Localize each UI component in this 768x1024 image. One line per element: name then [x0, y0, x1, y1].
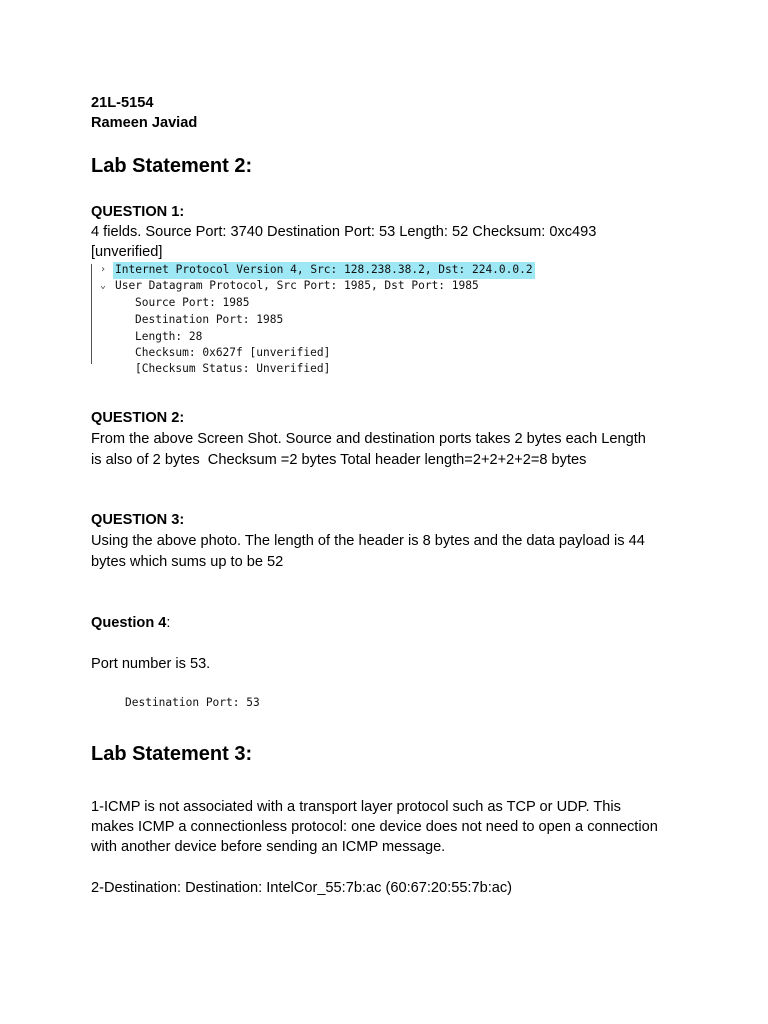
- udp-field-checksum-status: [Checksum Status: Unverified]: [135, 362, 331, 375]
- chevron-right-icon: ›: [99, 264, 107, 275]
- lab-3-para-1-line-3: with another device before sending an ICMP message.: [91, 839, 446, 855]
- lab-statement-3-heading: Lab Statement 3:: [91, 743, 253, 765]
- question-4-heading: [91, 613, 170, 634]
- question-3-label: QUESTION 3:: [91, 512, 185, 528]
- author-name: Rameen Javiad: [91, 115, 198, 131]
- tree-guide-line: [91, 264, 92, 364]
- question-2-label: QUESTION 2:: [91, 410, 185, 426]
- chevron-down-icon: ⌄: [99, 280, 107, 291]
- lab-3-para-1-line-1: 1-ICMP is not associated with a transport layer protocol such as TCP or UDP. This: [91, 799, 621, 815]
- udp-field-checksum: Checksum: 0x627f [unverified]: [135, 346, 331, 359]
- lab-3-para-2: 2-Destination: Destination: IntelCor_55:7b:ac (60:67:20:55:7b:ac): [91, 880, 513, 896]
- question-1-answer-line-2: [unverified]: [91, 244, 163, 260]
- roll-number: 21L-5154: [91, 95, 154, 111]
- udp-field-source-port: Source Port: 1985: [135, 296, 250, 309]
- question-2-answer-line-2: is also of 2 bytes Checksum =2 bytes Total header length=2+2+2+2=8 bytes: [91, 452, 587, 468]
- lab-3-para-1-line-2: makes ICMP a connectionless protocol: one device does not need to open a connection: [91, 819, 658, 835]
- question-1-answer-line-1: 4 fields. Source Port: 3740 Destination Port: 53 Length: 52 Checksum: 0xc493: [91, 224, 597, 240]
- question-1-label: QUESTION 1:: [91, 204, 185, 220]
- question-4-answer: Port number is 53.: [91, 656, 211, 672]
- question-2-answer-line-1: From the above Screen Shot. Source and destination ports takes 2 bytes each Length: [91, 431, 646, 447]
- udp-protocol-row-text: User Datagram Protocol, Src Port: 1985, Dst Port: 1985: [115, 279, 479, 292]
- question-3-answer-line-2: bytes which sums up to be 52: [91, 554, 284, 570]
- question-3-answer-line-1: Using the above photo. The length of the header is 8 bytes and the data payload is 44: [91, 533, 645, 549]
- lab-statement-2-heading: Lab Statement 2:: [91, 155, 253, 177]
- udp-field-destination-port: Destination Port: 1985: [135, 313, 284, 326]
- question-4-colon: :: [166, 615, 171, 631]
- wireshark-screenshot: [91, 262, 533, 375]
- question-4-label: Question 4: [91, 615, 167, 631]
- udp-field-length: Length: 28: [135, 330, 203, 343]
- ip-protocol-row-text: Internet Protocol Version 4, Src: 128.238.38.2, Dst: 224.0.0.2: [113, 262, 535, 279]
- destination-port-snippet: Destination Port: 53: [125, 696, 260, 709]
